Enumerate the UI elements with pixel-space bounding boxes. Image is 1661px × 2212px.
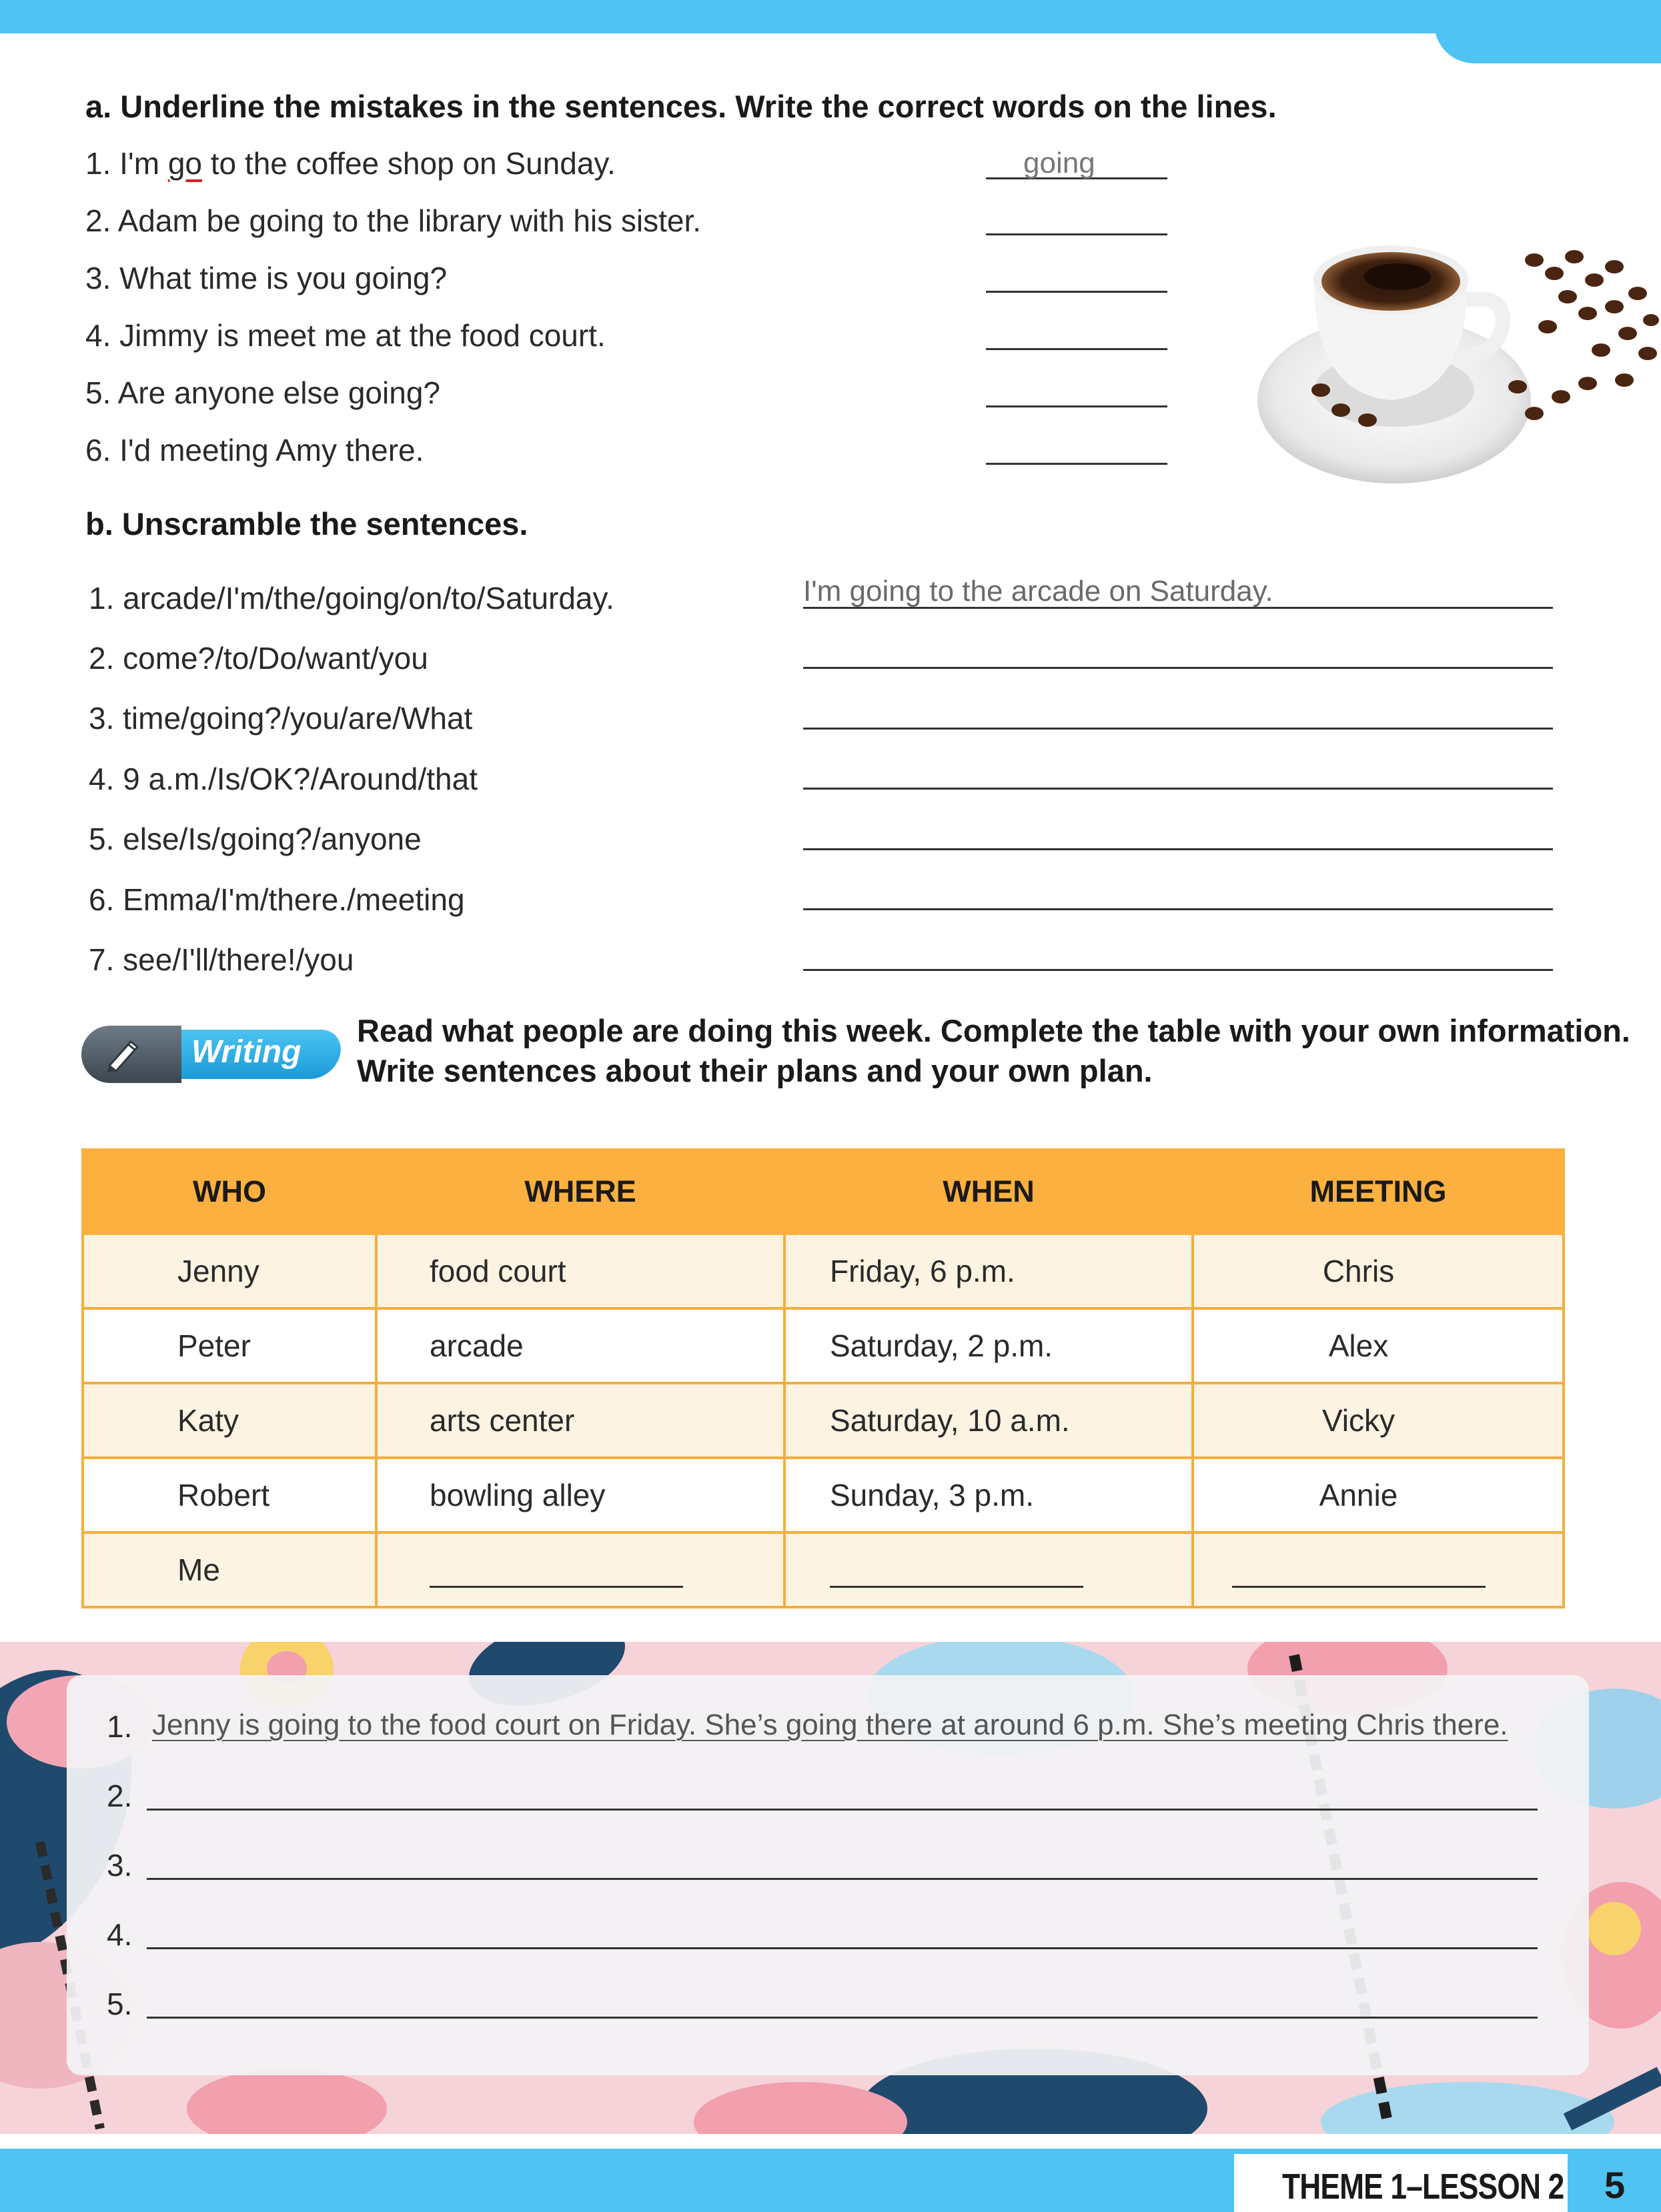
writing-badge-label: Writing xyxy=(191,1034,302,1070)
header-who: WHO xyxy=(83,1150,376,1234)
plans-table xyxy=(81,1148,1565,1608)
table-row xyxy=(83,1458,1564,1532)
item-text-pre: I'm xyxy=(119,146,168,181)
answer-line-b3[interactable] xyxy=(803,728,1553,730)
item-text: come?/to/Do/want/you xyxy=(123,641,428,676)
item-text: time/going?/you/are/What xyxy=(123,701,473,736)
top-bar-tab xyxy=(1434,0,1661,63)
sentence-number-4: 4. xyxy=(107,1917,133,1952)
answer-line-a6[interactable] xyxy=(986,463,1167,465)
cell-meeting: Alex xyxy=(1193,1308,1564,1383)
table-row-me xyxy=(83,1532,1564,1607)
item-number: 6. xyxy=(85,433,111,467)
sentence-line-4[interactable] xyxy=(147,1947,1538,1949)
part-a-item-4 xyxy=(85,317,606,353)
item-number: 1. xyxy=(85,146,111,181)
item-number: 6. xyxy=(89,882,115,917)
cell-who: Jenny xyxy=(83,1234,376,1308)
writing-instruction-line2: Write sentences about their plans and your own plan. xyxy=(357,1053,1153,1088)
item-text: What time is you going? xyxy=(119,261,448,295)
part-b-item-3 xyxy=(89,700,472,736)
sentence-number-1: 1. xyxy=(107,1709,133,1744)
item-number: 4. xyxy=(89,762,115,796)
cell-who: Peter xyxy=(83,1308,376,1383)
table-row xyxy=(83,1308,1564,1383)
cell-where: arcade xyxy=(376,1308,784,1383)
cell-who: Robert xyxy=(83,1458,376,1532)
table-row xyxy=(83,1234,1564,1308)
answer-line-a4[interactable] xyxy=(986,348,1167,350)
cell-when: Saturday, 10 a.m. xyxy=(784,1383,1193,1458)
cell-when: Sunday, 3 p.m. xyxy=(784,1458,1193,1532)
table-row xyxy=(83,1383,1564,1458)
item-text: Are anyone else going? xyxy=(117,375,440,410)
part-b-item-1 xyxy=(89,580,614,616)
part-b-item-7 xyxy=(89,942,354,978)
part-b-item-6 xyxy=(89,882,465,918)
item-text: Emma/I'm/there./meeting xyxy=(123,882,465,917)
writing-instruction-line1: Read what people are doing this week. Complete the table with your own information. xyxy=(357,1013,1630,1048)
part-a-item-3 xyxy=(85,260,447,296)
item-text: else/Is/going?/anyone xyxy=(123,822,422,856)
cell-when: Friday, 6 p.m. xyxy=(784,1234,1193,1308)
part-a-item-6 xyxy=(85,432,424,468)
item-text: Jimmy is meet me at the food court. xyxy=(119,318,606,353)
cell-meeting: Vicky xyxy=(1193,1383,1564,1458)
sentence-answer-1: Jenny is going to the food court on Friday. She’s going there at around 6 p.m. She’s meeting Chris there. xyxy=(152,1709,1508,1741)
part-a-heading: a. Underline the mistakes in the sentences. Write the correct words on the lines. xyxy=(85,89,1277,124)
answer-a1: going xyxy=(1023,147,1095,179)
blank-line[interactable] xyxy=(1232,1566,1486,1588)
item-text: Adam be going to the library with his sister. xyxy=(117,203,702,238)
top-bar xyxy=(0,0,1661,33)
item-text: arcade/I'm/the/going/on/to/Saturday. xyxy=(123,581,614,616)
sentence-number-3: 3. xyxy=(107,1848,133,1883)
answer-line-a5[interactable] xyxy=(986,405,1167,407)
answer-line-b6[interactable] xyxy=(803,908,1553,910)
item-text-post: to the coffee shop on Sunday. xyxy=(202,146,616,181)
item-number: 5. xyxy=(85,375,111,410)
item-text: I'd meeting Amy there. xyxy=(119,433,424,467)
item-text: 9 a.m./Is/OK?/Around/that xyxy=(123,762,478,796)
cell-meeting-blank[interactable] xyxy=(1193,1532,1564,1607)
part-b-item-4 xyxy=(89,761,478,797)
header-when: WHEN xyxy=(784,1150,1193,1234)
cell-when-blank[interactable] xyxy=(784,1532,1193,1607)
cell-where: food court xyxy=(376,1234,784,1308)
item-text: see/I'll/there!/you xyxy=(123,942,354,977)
answer-line-b1[interactable] xyxy=(803,607,1553,609)
cell-where-blank[interactable] xyxy=(376,1532,784,1607)
blank-line[interactable] xyxy=(430,1566,683,1588)
table-header-row xyxy=(83,1150,1564,1234)
item-number: 3. xyxy=(89,701,115,736)
sentence-line-5[interactable] xyxy=(147,2017,1538,2019)
answer-line-b5[interactable] xyxy=(803,848,1553,850)
item-number: 4. xyxy=(85,318,111,353)
sentence-number-5: 5. xyxy=(107,1987,133,2021)
answer-line-b2[interactable] xyxy=(803,667,1553,669)
writing-badge xyxy=(81,1026,340,1083)
page-number: 5 xyxy=(1604,2164,1626,2206)
sentence-line-3[interactable] xyxy=(147,1878,1538,1880)
answer-b1: I'm going to the arcade on Saturday. xyxy=(803,575,1273,608)
answer-line-b4[interactable] xyxy=(803,788,1553,790)
item-number: 1. xyxy=(89,581,115,616)
part-b-item-5 xyxy=(89,821,422,857)
sentence-number-2: 2. xyxy=(107,1779,133,1813)
cell-who-me: Me xyxy=(83,1532,376,1607)
footer-lesson-label: THEME 1–LESSON 2 xyxy=(1282,2167,1564,2207)
part-b-item-2 xyxy=(89,640,428,676)
answer-line-a2[interactable] xyxy=(986,233,1167,235)
cell-where: arts center xyxy=(376,1383,784,1458)
coffee-cup-image xyxy=(1254,220,1661,500)
cell-when: Saturday, 2 p.m. xyxy=(784,1308,1193,1383)
sentence-line-2[interactable] xyxy=(147,1809,1538,1811)
cell-who: Katy xyxy=(83,1383,376,1458)
answer-line-a3[interactable] xyxy=(986,291,1167,293)
cell-where: bowling alley xyxy=(376,1458,784,1532)
item-number: 7. xyxy=(89,942,115,977)
header-meeting: MEETING xyxy=(1193,1150,1564,1234)
part-b-heading: b. Unscramble the sentences. xyxy=(85,506,528,541)
header-where: WHERE xyxy=(376,1150,784,1234)
part-a-item-5 xyxy=(85,375,440,411)
item-number: 3. xyxy=(85,261,111,295)
answer-line-b7[interactable] xyxy=(803,969,1553,971)
item-number: 2. xyxy=(85,203,111,238)
item-number: 2. xyxy=(89,641,115,676)
blank-line[interactable] xyxy=(830,1566,1083,1588)
part-a-item-2 xyxy=(85,203,701,239)
pencil-icon xyxy=(100,1035,147,1074)
cell-meeting: Annie xyxy=(1193,1458,1564,1532)
cell-meeting: Chris xyxy=(1193,1234,1564,1308)
part-a-item-1 xyxy=(85,145,616,181)
item-number: 5. xyxy=(89,822,115,856)
mistake-word: go xyxy=(167,146,202,181)
